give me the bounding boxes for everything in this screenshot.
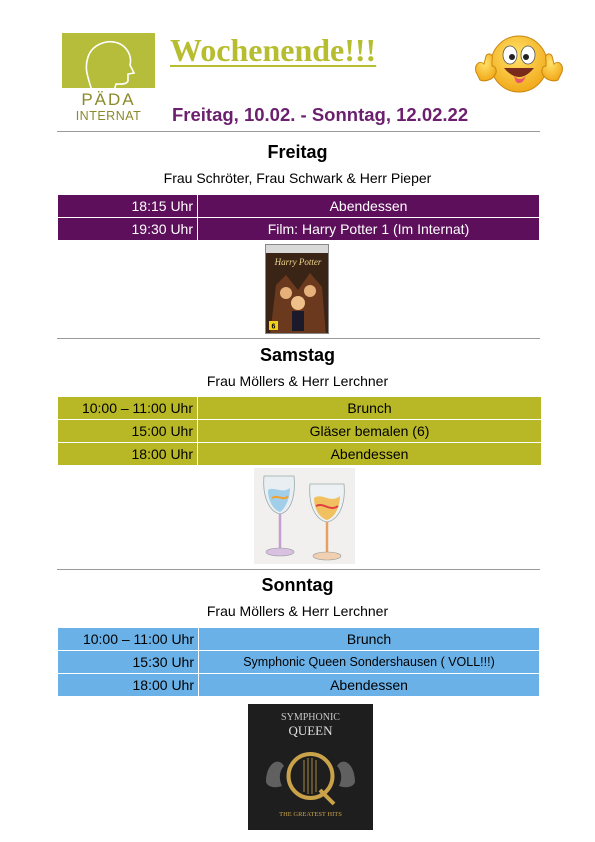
age-rating-label: 6 — [271, 323, 276, 331]
time-cell: 19:30 Uhr — [58, 218, 198, 241]
table-row — [58, 651, 540, 674]
staff-saturday: Frau Möllers & Herr Lerchner — [206, 373, 389, 389]
symphonic-queen-cover-art — [248, 704, 373, 830]
logo-text-paeda: PÄDA — [81, 90, 136, 109]
time-cell: 10:00 – 11:00 Uhr — [58, 397, 198, 420]
divider — [57, 338, 540, 339]
activity-cell: Abendessen — [199, 674, 540, 697]
time-cell: 10:00 – 11:00 Uhr — [58, 628, 199, 651]
schedule-table-friday — [57, 194, 540, 241]
cover-line-queen: QUEEN — [288, 723, 333, 738]
day-heading-sunday: Sonntag — [261, 575, 334, 595]
harry-potter-cover-art — [266, 245, 329, 334]
table-row — [58, 218, 540, 241]
head-profile-icon — [62, 33, 155, 93]
activity-cell: Brunch — [198, 397, 542, 420]
cover-line-symphonic: SYMPHONIC — [281, 712, 340, 723]
date-range: Freitag, 10.02. - Sonntag, 12.02.22 — [172, 104, 469, 125]
day-heading-saturday: Samstag — [259, 345, 336, 365]
table-row — [58, 397, 542, 420]
table-row — [58, 420, 542, 443]
paeda-internat-logo — [62, 33, 155, 124]
time-cell: 18:00 Uhr — [58, 674, 199, 697]
time-cell: 15:30 Uhr — [58, 651, 199, 674]
activity-cell: Film: Harry Potter 1 (Im Internat) — [198, 218, 540, 241]
page-title: Wochenende!!! — [170, 32, 377, 68]
harry-potter-dvd-cover — [265, 244, 329, 334]
logo-text-internat: INTERNAT — [75, 109, 142, 123]
activity-cell: Abendessen — [198, 443, 542, 466]
day-heading-friday: Freitag — [267, 142, 328, 162]
symphonic-queen-cd-cover — [248, 704, 373, 830]
time-cell: 18:15 Uhr — [58, 195, 198, 218]
table-row — [58, 628, 540, 651]
table-row — [58, 674, 540, 697]
smiley-thumbs-up-icon — [470, 28, 568, 98]
staff-friday: Frau Schröter, Frau Schwark & Herr Pieper — [163, 170, 432, 186]
activity-cell: Gläser bemalen (6) — [198, 420, 542, 443]
time-cell: 15:00 Uhr — [58, 420, 198, 443]
activity-cell: Symphonic Queen Sondershausen ( VOLL!!!) — [199, 651, 540, 674]
wine-glass-icon — [254, 468, 355, 564]
divider — [57, 569, 540, 570]
painted-wine-glasses-photo — [254, 468, 355, 564]
schedule-table-saturday — [57, 396, 542, 466]
cover-title: Harry Potter — [274, 257, 322, 267]
divider — [57, 131, 540, 132]
table-row — [58, 443, 542, 466]
logo-text-panel — [62, 88, 155, 124]
time-cell: 18:00 Uhr — [58, 443, 198, 466]
staff-sunday: Frau Möllers & Herr Lerchner — [206, 603, 389, 619]
table-row — [58, 195, 540, 218]
schedule-table-sunday — [57, 627, 540, 697]
cover-subtitle: THE GREATEST HITS — [279, 811, 342, 818]
activity-cell: Brunch — [199, 628, 540, 651]
activity-cell: Abendessen — [198, 195, 540, 218]
